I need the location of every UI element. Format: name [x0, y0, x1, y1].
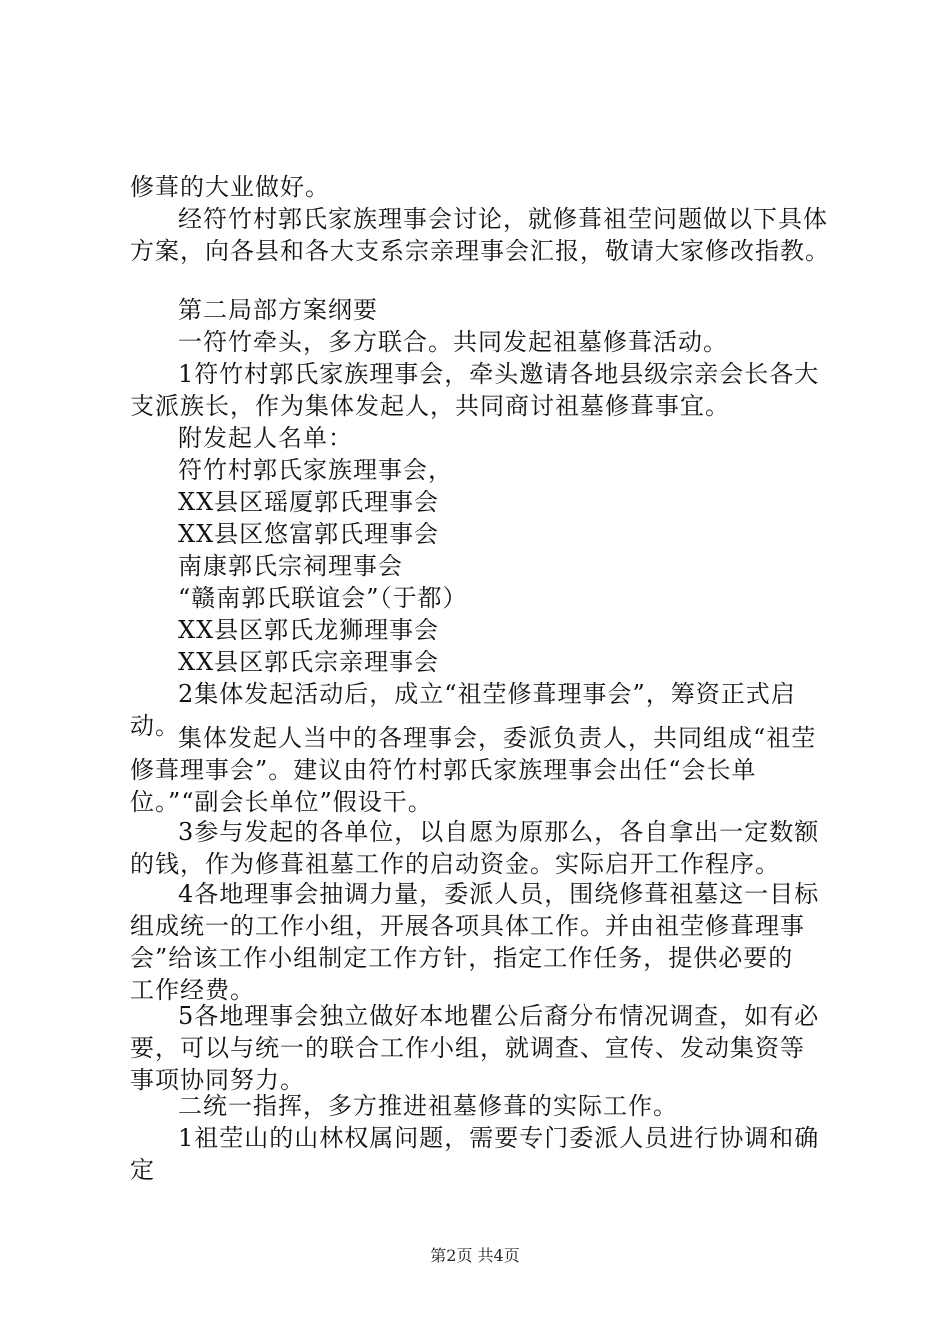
- list-item: “赣南郭氏联谊会”（于都）: [178, 584, 468, 612]
- text-line: 经符竹村郭氏家族理事会讨论，就修葺祖茔问题做以下具体: [178, 205, 828, 233]
- text-line: 工作经费。: [130, 976, 255, 1004]
- text-line: 修葺理事会”。建议由符竹村郭氏家族理事会出任“会长单: [130, 756, 757, 784]
- text-line: 支派族长，作为集体发起人，共同商讨祖墓修葺事宜。: [130, 392, 730, 420]
- text-line: 4各地理事会抽调力量，委派人员，围绕修葺祖墓这一目标: [178, 880, 820, 908]
- text-line: 1符竹村郭氏家族理事会，牵头邀请各地县级宗亲会长各大: [178, 360, 820, 388]
- paragraph-part-two: [130, 1090, 850, 1186]
- text-line: 方案，向各县和各大支系宗亲理事会汇报，敬请大家修改指教。: [130, 237, 830, 265]
- text-line: 2集体发起活动后，成立“祖茔修葺理事会”，筹资正式启: [178, 680, 796, 708]
- list-item: 符竹村郭氏家族理事会，: [178, 456, 453, 484]
- paragraph-discussion: [130, 203, 850, 267]
- text-line: 事项协同努力。: [130, 1066, 305, 1094]
- paragraph-working-group: [130, 878, 850, 1006]
- list-item: XX县区瑶厦郭氏理事会: [178, 488, 440, 516]
- text-line: 3参与发起的各单位，以自愿为原那么，各自拿出一定数额: [178, 818, 820, 846]
- section-heading: 二统一指挥，多方推进祖墓修葺的实际工作。: [178, 1092, 678, 1120]
- text-line: 定: [130, 1156, 155, 1184]
- list-item: 南康郭氏宗祠理事会: [178, 552, 403, 580]
- text-line: 5各地理事会独立做好本地瞿公后裔分布情况调查，如有必: [178, 1002, 820, 1030]
- list-item: XX县区郭氏宗亲理事会: [178, 648, 440, 676]
- page-footer: [0, 1246, 950, 1266]
- section-heading: 第二局部方案纲要: [178, 296, 378, 324]
- list-item: XX县区郭氏龙狮理事会: [178, 616, 440, 644]
- text-line: 一符竹牵头，多方联合。共同发起祖墓修葺活动。: [178, 328, 728, 356]
- text-line: 动。: [130, 712, 180, 740]
- text-line: 要，可以与统一的联合工作小组，就调查、宣传、发动集资等: [130, 1034, 805, 1062]
- paragraph-funding: [130, 816, 850, 880]
- text-line: 1祖茔山的山林权属问题，需要专门委派人员进行协调和确: [178, 1124, 820, 1152]
- paragraph-council: [130, 722, 850, 818]
- text-line: 集体发起人当中的各理事会，委派负责人，共同组成“祖茔: [178, 724, 817, 752]
- paragraph-section-title: [130, 294, 850, 742]
- text-line: 组成统一的工作小组，开展各项具体工作。并由祖茔修葺理事: [130, 912, 805, 940]
- text-line: 附发起人名单：: [178, 424, 353, 452]
- paragraph-intro-end: [130, 171, 850, 203]
- text-line: 修葺的大业做好。: [130, 173, 330, 201]
- text-line: 的钱，作为修葺祖墓工作的启动资金。实际启开工作程序。: [130, 850, 780, 878]
- text-line: 会”给该工作小组制定工作方针，指定工作任务，提供必要的: [130, 944, 794, 972]
- paragraph-survey: [130, 1000, 850, 1096]
- text-line: 位。”“副会长单位”假设干。: [130, 788, 433, 816]
- page-number-label: 第2页 共4页: [430, 1246, 520, 1265]
- list-item: XX县区悠富郭氏理事会: [178, 520, 440, 548]
